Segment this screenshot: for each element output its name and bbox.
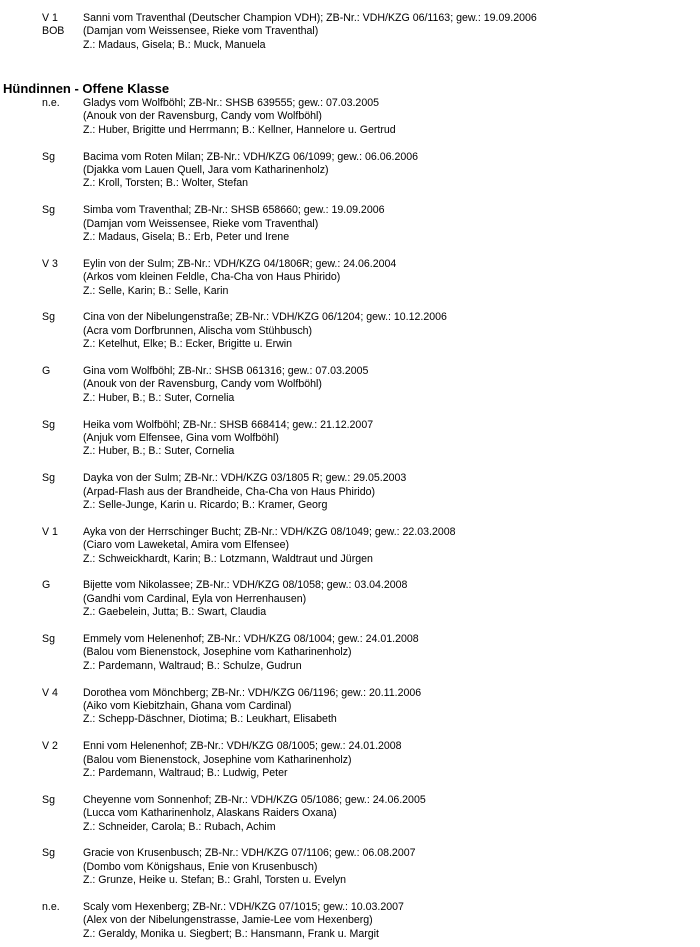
entry-text bbox=[83, 633, 683, 673]
entry-breeder-line: Z.: Madaus, Gisela; B.: Muck, Manuela bbox=[83, 38, 266, 51]
entry-text bbox=[83, 794, 683, 834]
entry-dog-line: Gracie von Krusenbusch; ZB-Nr.: VDH/KZG 07/1106; gew.: 06.08.2007 bbox=[83, 847, 416, 860]
entry-parents-line: (Balou vom Bienenstock, Josephine vom Katharinenholz) bbox=[83, 753, 352, 766]
entry-parents-line: (Gandhi vom Cardinal, Eyla von Herrenhausen) bbox=[83, 592, 307, 605]
entry-grade: Sg bbox=[42, 847, 55, 860]
entry-parents-line: (Djakka vom Lauen Quell, Jara vom Katharinenholz) bbox=[83, 163, 329, 176]
entry-breeder-line: Z.: Gaebelein, Jutta; B.: Swart, Claudia bbox=[83, 606, 267, 619]
entry-dog-line: Heika vom Wolfböhl; ZB-Nr.: SHSB 668414; gew.: 21.12.2007 bbox=[83, 418, 374, 431]
entry-breeder-line: Z.: Pardemann, Waltraud; B.: Schulze, Gudrun bbox=[83, 659, 302, 672]
entry-text bbox=[83, 12, 683, 52]
entry-text bbox=[83, 687, 683, 727]
entry-parents-line: (Balou vom Bienenstock, Josephine vom Katharinenholz) bbox=[83, 646, 352, 659]
entry-grade: n.e. bbox=[42, 901, 60, 913]
entry-grade: Sg bbox=[42, 150, 55, 163]
entry-parents-line: (Anjuk vom Elfensee, Gina vom Wolfböhl) bbox=[83, 431, 279, 444]
entry-dog-line: Eylin von der Sulm; ZB-Nr.: VDH/KZG 04/1806R; gew.: 24.06.2004 bbox=[83, 257, 397, 270]
entry-dog-line: Bijette vom Nikolassee; ZB-Nr.: VDH/KZG 08/1058; gew.: 03.04.2008 bbox=[83, 579, 408, 592]
entry-grade: V 3 bbox=[42, 257, 58, 270]
entry-parents-line: (Anouk von der Ravensburg, Candy vom Wolfböhl) bbox=[83, 110, 322, 123]
entry-grade: V 4 bbox=[42, 686, 58, 699]
entry-parents-line: (Anouk von der Ravensburg, Candy vom Wolfböhl) bbox=[83, 378, 322, 391]
entry-text bbox=[83, 419, 683, 459]
entry-parents-line: (Aiko vom Kiebitzhain, Ghana vom Cardinal) bbox=[83, 699, 292, 712]
entry-parents-line: (Lucca vom Katharinenholz, Alaskans Raiders Oxana) bbox=[83, 807, 337, 820]
entry-breeder-line: Z.: Geraldy, Monika u. Siegbert; B.: Hansmann, Frank u. Margit bbox=[83, 927, 379, 940]
entry-grade: Sg bbox=[42, 472, 55, 485]
entry-text bbox=[83, 740, 683, 780]
entry-dog-line: Bacima vom Roten Milan; ZB-Nr.: VDH/KZG 06/1099; gew.: 06.06.2006 bbox=[83, 150, 419, 163]
entry-dog-line: Gladys vom Wolfböhl; ZB-Nr.: SHSB 639555; gew.: 07.03.2005 bbox=[83, 97, 379, 109]
entry-parents-line: (Alex von der Nibelungenstrasse, Jamie-Lee vom Hexenberg) bbox=[83, 914, 373, 927]
entry-grade: V 1 bbox=[42, 525, 58, 538]
entry-breeder-line: Z.: Schneider, Carola; B.: Rubach, Achim bbox=[83, 820, 276, 833]
entry-grade: Sg bbox=[42, 204, 55, 217]
entry-grade: n.e. bbox=[42, 97, 60, 109]
entry-text bbox=[83, 472, 683, 512]
entry-breeder-line: Z.: Grunze, Heike u. Stefan; B.: Grahl, Torsten u. Evelyn bbox=[83, 874, 347, 887]
entry-grade: G bbox=[42, 579, 51, 592]
entry-grade: Sg bbox=[42, 793, 55, 806]
entry-text bbox=[83, 151, 683, 191]
entry-dog-line: Emmely vom Helenenhof; ZB-Nr.: VDH/KZG 08/1004; gew.: 24.01.2008 bbox=[83, 633, 419, 645]
entry-breeder-line: Z.: Huber, Brigitte und Herrmann; B.: Kellner, Hannelore u. Gertrud bbox=[83, 123, 396, 136]
entry-grade: G bbox=[42, 365, 51, 377]
entry-text bbox=[83, 97, 683, 137]
section-title: Hündinnen - Offene Klasse bbox=[3, 81, 170, 96]
entry-dog-line: Gina vom Wolfböhl; ZB-Nr.: SHSB 061316; gew.: 07.03.2005 bbox=[83, 365, 369, 377]
entry-dog-line: Cheyenne vom Sonnenhof; ZB-Nr.: VDH/KZG 05/1086; gew.: 24.06.2005 bbox=[83, 793, 426, 806]
entry-text bbox=[83, 901, 683, 941]
entry-grade: Sg bbox=[42, 633, 55, 645]
entry-parents-line: (Acra vom Dorfbrunnen, Alischa vom Stühbusch) bbox=[83, 324, 313, 337]
entry-breeder-line: Z.: Kroll, Torsten; B.: Wolter, Stefan bbox=[83, 177, 249, 190]
entry-breeder-line: Z.: Ketelhut, Elke; B.: Ecker, Brigitte u. Erwin bbox=[83, 338, 293, 351]
entry-dog-line: Dayka von der Sulm; ZB-Nr.: VDH/KZG 03/1805 R; gew.: 29.05.2003 bbox=[83, 472, 407, 485]
entry-breeder-line: Z.: Selle-Junge, Karin u. Ricardo; B.: Kramer, Georg bbox=[83, 498, 328, 511]
entry-text bbox=[83, 847, 683, 887]
entry-dog-line: Dorothea vom Mönchberg; ZB-Nr.: VDH/KZG 06/1196; gew.: 20.11.2006 bbox=[83, 686, 422, 699]
entry-text bbox=[83, 579, 683, 619]
entry-breeder-line: Z.: Pardemann, Waltraud; B.: Ludwig, Peter bbox=[83, 766, 288, 779]
entry-grade: Sg bbox=[42, 418, 55, 431]
entry-breeder-line: Z.: Schweickhardt, Karin; B.: Lotzmann, Waldtraut und Jürgen bbox=[83, 552, 373, 565]
entry-dog-line: Enni vom Helenenhof; ZB-Nr.: VDH/KZG 08/1005; gew.: 24.01.2008 bbox=[83, 740, 402, 753]
entry-parents-line: (Dombo vom Königshaus, Enie von Krusenbusch) bbox=[83, 860, 318, 873]
entry-breeder-line: Z.: Madaus, Gisela; B.: Erb, Peter und Irene bbox=[83, 230, 290, 243]
entry-parents-line: (Ciaro vom Laweketal, Amira vom Elfensee) bbox=[83, 539, 290, 552]
entry-breeder-line: Z.: Huber, B.; B.: Suter, Cornelia bbox=[83, 391, 235, 404]
entry-text bbox=[83, 526, 683, 566]
entry-text bbox=[83, 258, 683, 298]
entry-parents-line: (Damjan vom Weissensee, Rieke vom Traventhal) bbox=[83, 25, 319, 38]
entry-text bbox=[83, 204, 683, 244]
entry-grade: V 2 bbox=[42, 740, 58, 753]
entry-text bbox=[83, 365, 683, 405]
entry-text bbox=[83, 311, 683, 351]
entry-grade: V 1 bbox=[42, 12, 58, 24]
entry-parents-line: (Arkos vom kleinen Feldle, Cha-Cha von Haus Phirido) bbox=[83, 271, 341, 284]
entry-dog-line: Sanni vom Traventhal (Deutscher Champion VDH); ZB-Nr.: VDH/KZG 06/1163; gew.: 19.09.2006 bbox=[83, 12, 537, 24]
entry-dog-line: Scaly vom Hexenberg; ZB-Nr.: VDH/KZG 07/1015; gew.: 10.03.2007 bbox=[83, 901, 404, 913]
entry-breeder-line: Z.: Schepp-Däschner, Diotima; B.: Leukhart, Elisabeth bbox=[83, 713, 337, 726]
entry-breeder-line: Z.: Huber, B.; B.: Suter, Cornelia bbox=[83, 445, 235, 458]
entry-award: BOB bbox=[42, 25, 65, 38]
entry-parents-line: (Arpad-Flash aus der Brandheide, Cha-Cha von Haus Phirido) bbox=[83, 485, 376, 498]
entry-parents-line: (Damjan vom Weissensee, Rieke vom Traventhal) bbox=[83, 217, 319, 230]
entry-grade: Sg bbox=[42, 311, 55, 324]
entry-dog-line: Ayka von der Herrschinger Bucht; ZB-Nr.: VDH/KZG 08/1049; gew.: 22.03.2008 bbox=[83, 525, 456, 538]
entry-dog-line: Cina von der Nibelungenstraße; ZB-Nr.: VDH/KZG 06/1204; gew.: 10.12.2006 bbox=[83, 311, 447, 324]
entry-dog-line: Simba vom Traventhal; ZB-Nr.: SHSB 658660; gew.: 19.09.2006 bbox=[83, 204, 385, 217]
entry-breeder-line: Z.: Selle, Karin; B.: Selle, Karin bbox=[83, 284, 229, 297]
